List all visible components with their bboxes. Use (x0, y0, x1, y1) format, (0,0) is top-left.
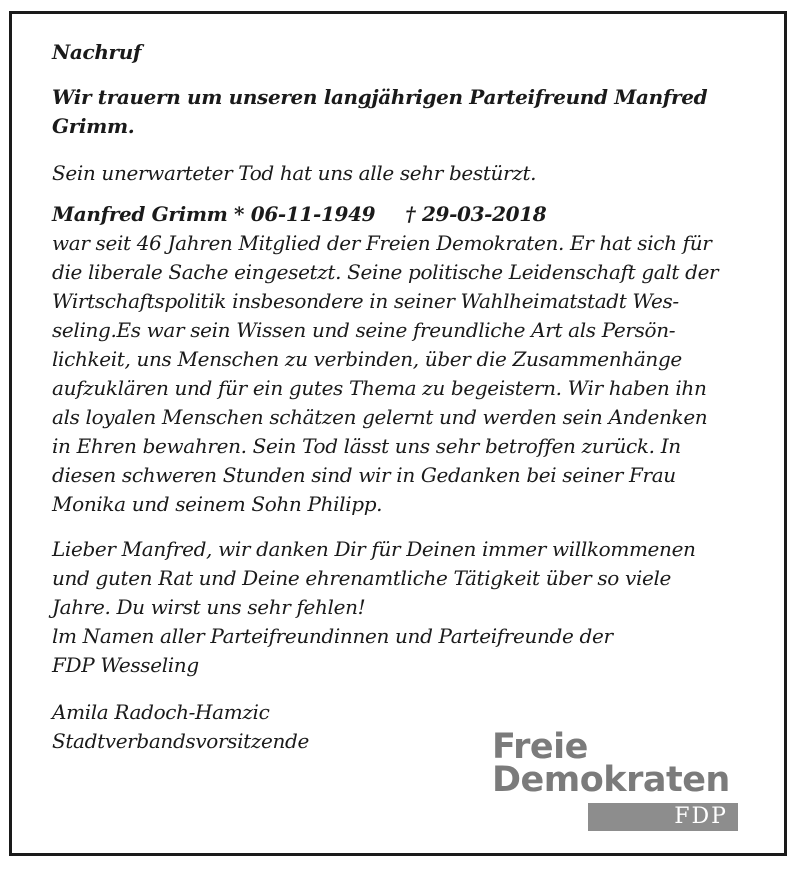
bio-line: Wirtschaftspolitik insbesondere in seiner Wahlheimatstadt Wes- (52, 289, 679, 313)
bio-line: war seit 46 Jahren Mitglied der Freien Demokraten. Er hat sich für (52, 231, 712, 255)
headline (52, 83, 752, 141)
bio-line: aufzuklären und für ein gutes Thema zu begeistern. Wir haben ihn (52, 376, 707, 400)
logo-line-demokraten: Demokraten (492, 760, 730, 800)
closing-line: lm Namen aller Parteifreundinnen und Parteifreunde der (52, 624, 613, 648)
death-date: † 29-03-2018 (405, 202, 547, 226)
closing-line: Lieber Manfred, wir danken Dir für Deinen immer willkommenen (52, 537, 696, 561)
headline-line: Grimm. (52, 114, 135, 138)
signer-name: Amila Radoch-Hamzic (52, 700, 270, 724)
signer-role: Stadtverbandsvorsitzende (52, 729, 309, 753)
logo-line-freie: Freie (492, 727, 588, 767)
headline-line: Wir trauern um unseren langjährigen Parteifreund Manfred (52, 85, 708, 109)
logo-fdp-bar (588, 803, 738, 831)
shock-line: Sein unerwarteter Tod hat uns alle sehr bestürzt. (52, 161, 537, 185)
closing-line: und guten Rat und Deine ehrenamtliche Tätigkeit über so viele (52, 566, 672, 590)
logo-fdp-text: FDP (674, 804, 728, 829)
bio-line: lichkeit, uns Menschen zu verbinden, über die Zusammenhänge (52, 347, 682, 371)
notice-title: Nachruf (52, 40, 142, 64)
fdp-logo (492, 729, 742, 833)
biography (52, 200, 752, 519)
bio-line: als loyalen Menschen schätzen gelernt und werden sein Andenken (52, 405, 708, 429)
bio-line: die liberale Sache eingesetzt. Seine politische Leidenschaft galt der (52, 260, 719, 284)
bio-line: seling.Es war sein Wissen und seine freundliche Art als Persön- (52, 318, 676, 342)
bio-line: in Ehren bewahren. Sein Tod lässt uns sehr betroffen zurück. In (52, 434, 681, 458)
obituary-text (52, 38, 752, 756)
name-birth-date: Manfred Grimm * 06-11-1949 (52, 202, 376, 226)
closing-message (52, 535, 752, 680)
bio-line: Monika und seinem Sohn Philipp. (52, 492, 383, 516)
closing-line: FDP Wesseling (52, 653, 199, 677)
bio-line: diesen schweren Stunden sind wir in Gedanken bei seiner Frau (52, 463, 676, 487)
closing-line: Jahre. Du wirst uns sehr fehlen! (52, 595, 366, 619)
